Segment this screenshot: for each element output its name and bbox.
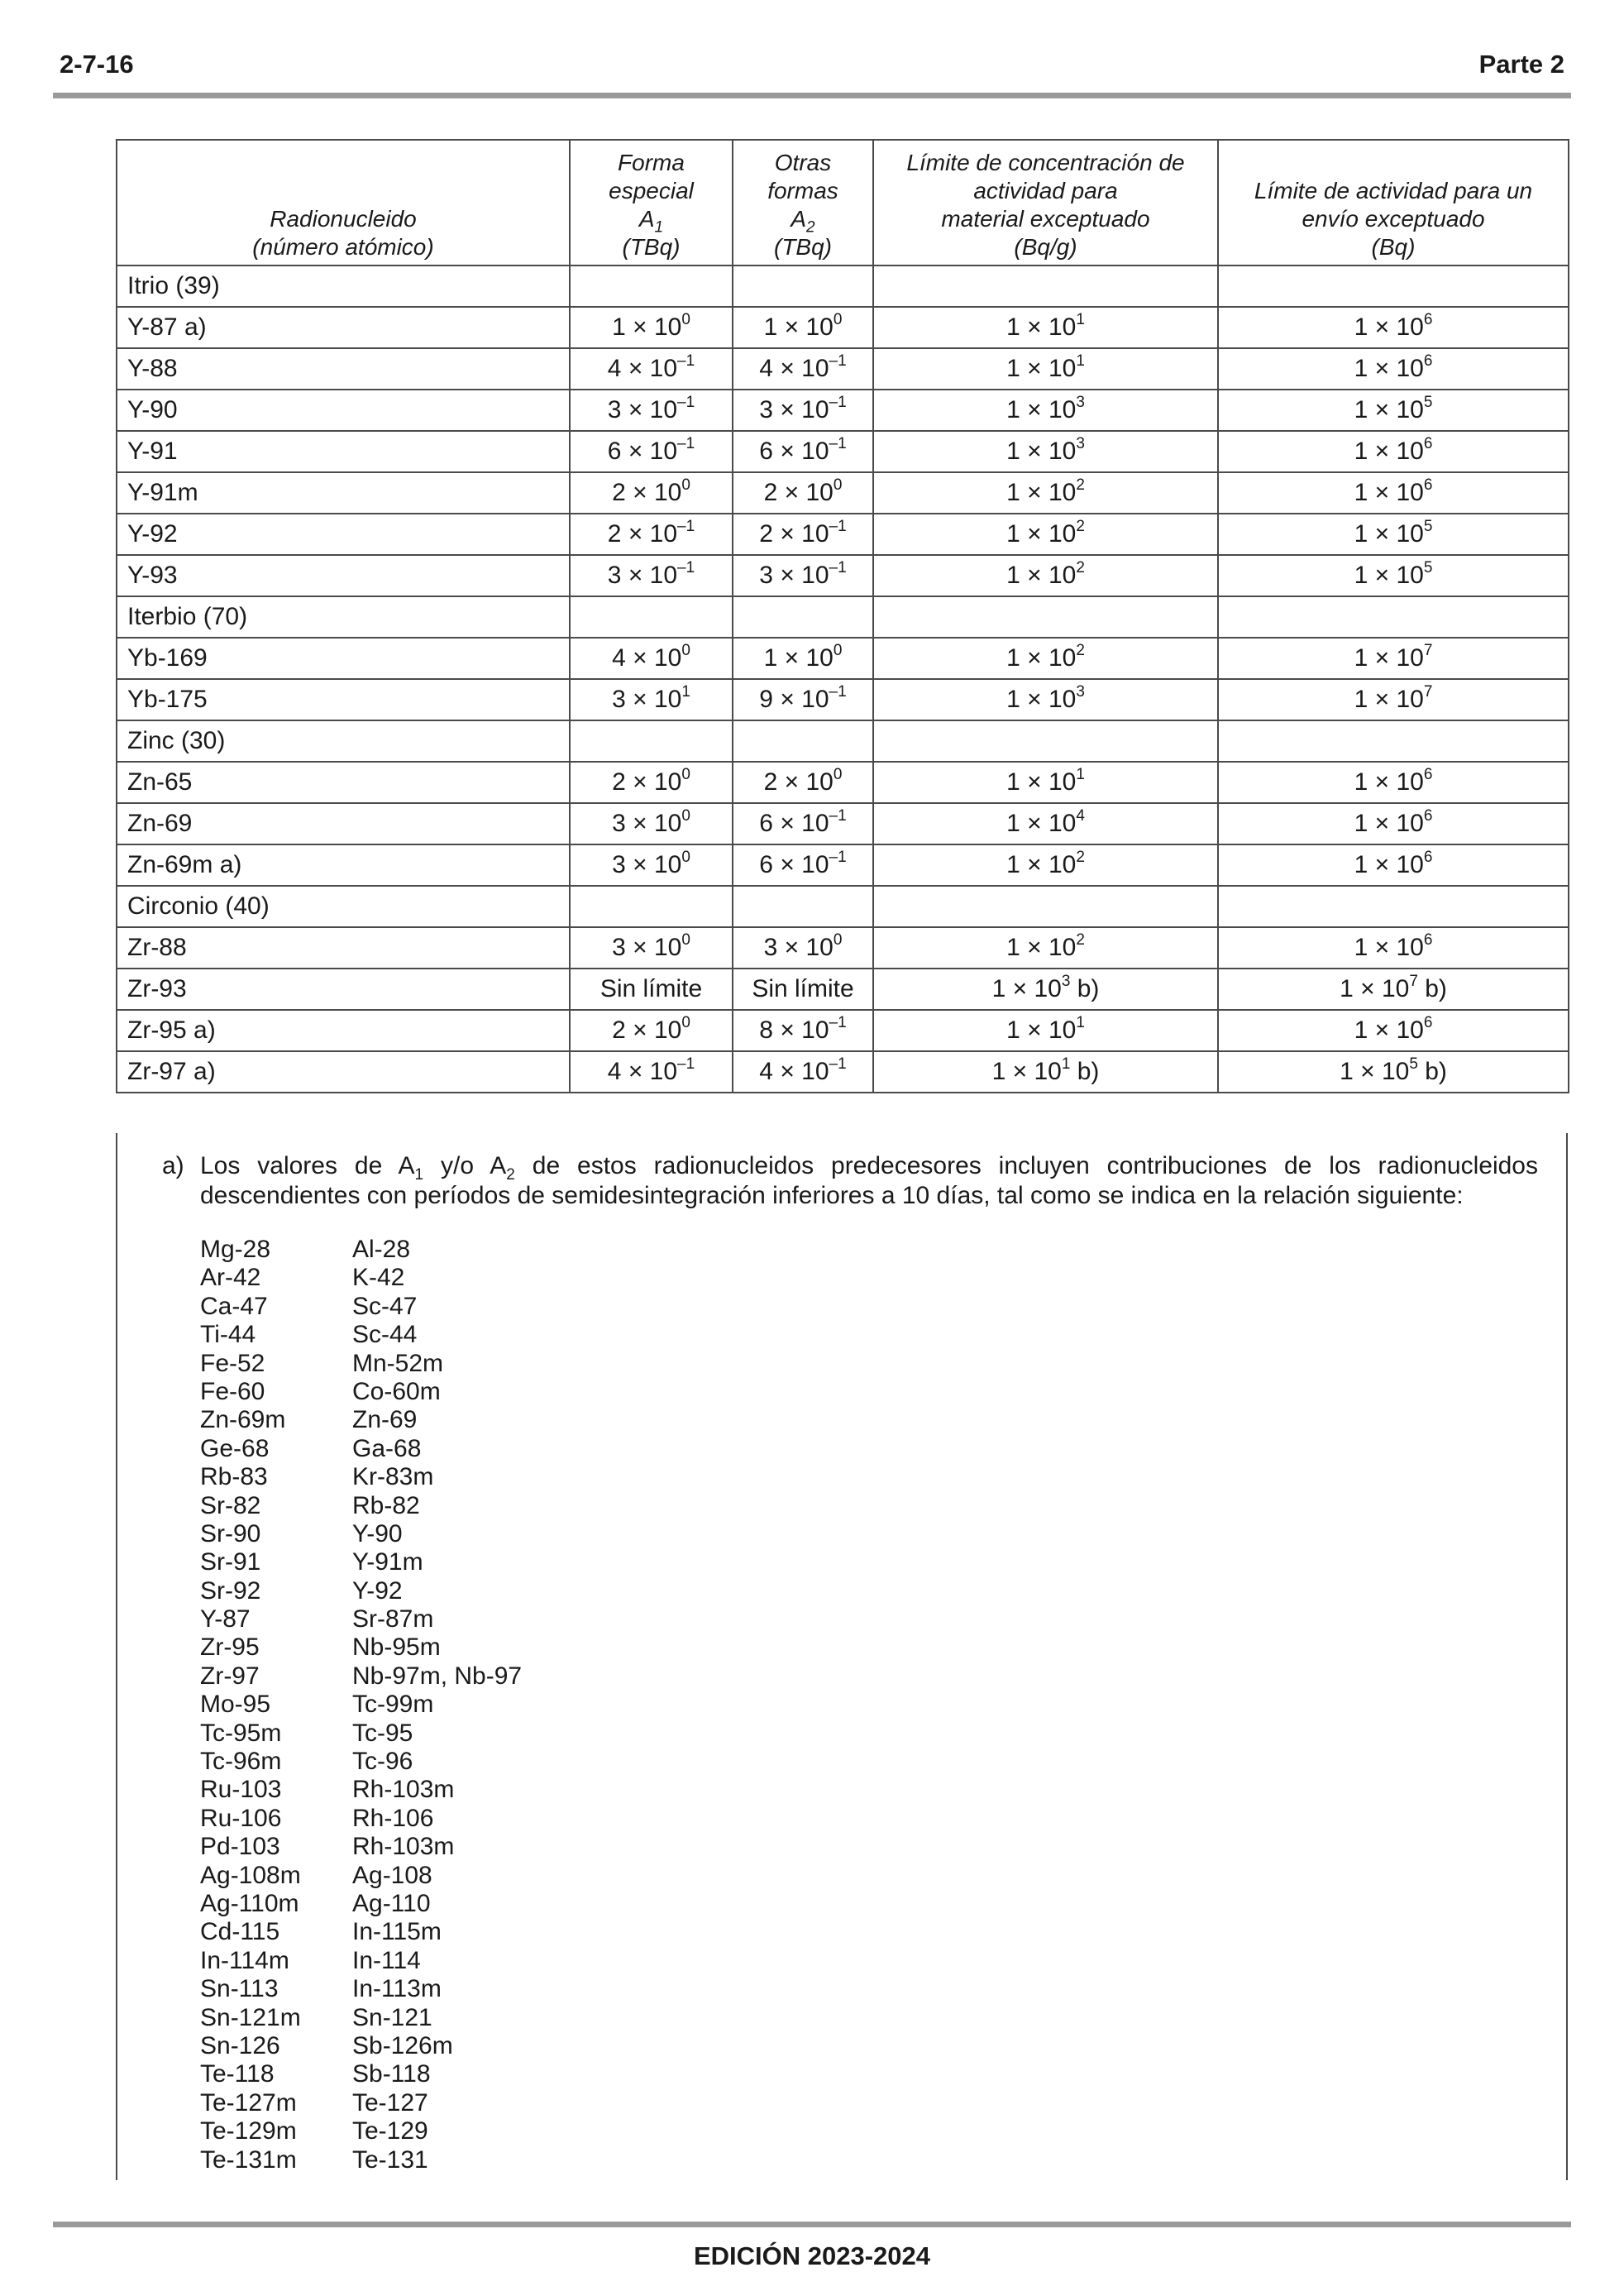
activity-limit-value: $1 \times 10^5$ (1218, 555, 1569, 596)
concentration-limit-value: $1 \times 10^2$ (873, 927, 1218, 969)
daughter-nuclide: Tc-99m (352, 1691, 434, 1719)
concentration-limit-value: $1 \times 10^2$ (873, 844, 1218, 886)
a1-value: $3 \times 10^{-1}$ (570, 390, 733, 431)
a2-value: Sin límite (733, 969, 873, 1010)
parent-daughter-list (200, 1236, 522, 2174)
activity-limit-value: $1 \times 10^6$ (1218, 348, 1569, 390)
list-item (200, 2146, 522, 2174)
edition-footer: EDICIÓN 2023-2024 (693, 2241, 931, 2270)
activity-limit-value: $1 \times 10^6$ (1218, 307, 1569, 348)
a2-value: $1 \times 10^0$ (733, 307, 873, 348)
a2-value: $6 \times 10^{-1}$ (733, 431, 873, 472)
list-item (200, 1406, 522, 1434)
header-rule (53, 93, 1571, 98)
list-item (200, 1776, 522, 1804)
activity-limit-value (1218, 596, 1569, 638)
a2-value: $3 \times 10^{-1}$ (733, 555, 873, 596)
daughter-nuclide: In-115m (352, 1918, 442, 1946)
nuclide-name: Y-90 (117, 390, 570, 431)
a2-value: $4 \times 10^{-1}$ (733, 1051, 873, 1093)
a1-value: $3 \times 10^0$ (570, 927, 733, 969)
a1-value (570, 886, 733, 927)
list-item (200, 1634, 522, 1662)
parent-nuclide: Fe-60 (200, 1377, 265, 1405)
list-item (200, 2117, 522, 2145)
a2-value (733, 720, 873, 762)
concentration-limit-value: $1 \times 10^1$ b) (873, 1051, 1218, 1093)
daughter-nuclide: In-113m (352, 1975, 442, 2003)
nuclide-name: Yb-169 (117, 638, 570, 679)
list-item (200, 1805, 522, 1833)
list-item (200, 1918, 522, 1946)
col-header-concentration-limit: Límite de concentración de actividad para material exceptuado (Bq/g) (873, 140, 1218, 265)
col-header-activity-limit: Límite de actividad para un envío exceptuado (Bq) (1218, 140, 1569, 265)
a2-value (733, 596, 873, 638)
activity-limit-value: $1 \times 10^5$ (1218, 514, 1569, 555)
activity-limit-value: $1 \times 10^6$ (1218, 472, 1569, 514)
list-item (200, 1350, 522, 1378)
list-item (200, 1492, 522, 1520)
parent-nuclide: Mg-28 (200, 1236, 271, 1263)
parent-nuclide: Te-118 (200, 2060, 275, 2088)
activity-limit-value (1218, 720, 1569, 762)
element-group-row (117, 720, 1569, 762)
parent-nuclide: Ca-47 (200, 1292, 268, 1320)
a2-value: $2 \times 10^0$ (733, 472, 873, 514)
parent-nuclide: Tc-95m (200, 1719, 282, 1747)
concentration-limit-value: $1 \times 10^3$ (873, 679, 1218, 720)
daughter-nuclide: Y-92 (352, 1576, 403, 1605)
table-row (117, 762, 1569, 803)
list-item (200, 2032, 522, 2060)
a1-value: $6 \times 10^{-1}$ (570, 431, 733, 472)
list-item (200, 1548, 522, 1576)
parent-nuclide: Sn-113 (200, 1975, 279, 2003)
table-row (117, 1051, 1569, 1093)
table-row (117, 472, 1569, 514)
list-item (200, 2089, 522, 2117)
parent-nuclide: Sr-91 (200, 1548, 261, 1576)
daughter-nuclide: Te-127 (352, 2088, 428, 2117)
nuclide-name: Y-93 (117, 555, 570, 596)
parent-nuclide: Ag-108m (200, 1861, 301, 1889)
element-group-row (117, 265, 1569, 307)
a1-value (570, 596, 733, 638)
nuclide-name: Y-92 (117, 514, 570, 555)
a2-value: $6 \times 10^{-1}$ (733, 803, 873, 844)
activity-limit-value (1218, 886, 1569, 927)
concentration-limit-value: $1 \times 10^2$ (873, 472, 1218, 514)
parent-nuclide: Fe-52 (200, 1349, 265, 1377)
activity-limit-value: $1 \times 10^6$ (1218, 927, 1569, 969)
parent-nuclide: Te-127m (200, 2088, 297, 2117)
nuclide-name: Zr-95 a) (117, 1010, 570, 1051)
element-name: Itrio (39) (117, 265, 570, 307)
daughter-nuclide: Rh-106 (352, 1804, 434, 1832)
daughter-nuclide: Rh-103m (352, 1833, 455, 1861)
daughter-nuclide: Sc-47 (352, 1292, 418, 1320)
a2-value: $2 \times 10^{-1}$ (733, 514, 873, 555)
list-item (200, 1321, 522, 1349)
daughter-nuclide: Sc-44 (352, 1321, 418, 1349)
concentration-limit-value (873, 886, 1218, 927)
element-name: Iterbio (70) (117, 596, 570, 638)
activity-limit-value: $1 \times 10^7$ (1218, 638, 1569, 679)
element-name: Circonio (40) (117, 886, 570, 927)
a1-value: $2 \times 10^0$ (570, 472, 733, 514)
parent-nuclide: Tc-96m (200, 1748, 282, 1776)
table-row (117, 679, 1569, 720)
a1-value: $4 \times 10^0$ (570, 638, 733, 679)
daughter-nuclide: Nb-97m, Nb-97 (352, 1662, 523, 1690)
parent-nuclide: Sr-90 (200, 1519, 261, 1547)
list-item (200, 1691, 522, 1719)
parent-nuclide: Ru-103 (200, 1776, 282, 1804)
daughter-nuclide: Kr-83m (352, 1463, 434, 1491)
parent-nuclide: Pd-103 (200, 1833, 280, 1861)
parent-nuclide: Sn-121m (200, 2003, 301, 2031)
table-row (117, 555, 1569, 596)
concentration-limit-value: $1 \times 10^4$ (873, 803, 1218, 844)
list-item (200, 1748, 522, 1776)
element-group-row (117, 886, 1569, 927)
a1-value: $2 \times 10^0$ (570, 762, 733, 803)
list-item (200, 1577, 522, 1605)
parent-nuclide: Zn-69m (200, 1406, 286, 1434)
a2-value (733, 886, 873, 927)
daughter-nuclide: Tc-95 (352, 1719, 413, 1747)
daughter-nuclide: Rh-103m (352, 1776, 455, 1804)
nuclide-name: Zr-88 (117, 927, 570, 969)
a1-value: $1 \times 10^0$ (570, 307, 733, 348)
list-item (200, 1947, 522, 1975)
parent-nuclide: Ge-68 (200, 1434, 270, 1462)
daughter-nuclide: Rb-82 (352, 1491, 420, 1519)
concentration-limit-value: $1 \times 10^2$ (873, 638, 1218, 679)
daughter-nuclide: Tc-96 (352, 1748, 413, 1776)
table-row (117, 514, 1569, 555)
list-item (200, 1662, 522, 1691)
parent-nuclide: Zr-97 (200, 1662, 260, 1690)
daughter-nuclide: Mn-52m (352, 1349, 444, 1377)
daughter-nuclide: Y-90 (352, 1519, 403, 1547)
a2-value: $4 \times 10^{-1}$ (733, 348, 873, 390)
a2-value: $3 \times 10^{-1}$ (733, 390, 873, 431)
a2-value: $8 \times 10^{-1}$ (733, 1010, 873, 1051)
a1-value: Sin límite (570, 969, 733, 1010)
parent-nuclide: Sn-126 (200, 2031, 280, 2059)
a1-value: $3 \times 10^0$ (570, 803, 733, 844)
daughter-nuclide: Zn-69 (352, 1406, 418, 1434)
a2-value: $1 \times 10^0$ (733, 638, 873, 679)
a1-value (570, 720, 733, 762)
daughter-nuclide: Sr-87m (352, 1605, 434, 1634)
concentration-limit-value: $1 \times 10^1$ (873, 348, 1218, 390)
col-header-a2: Otras formas $A_2$ (TBq) (733, 140, 873, 265)
parent-nuclide: Ar-42 (200, 1264, 261, 1292)
nuclide-name: Y-91m (117, 472, 570, 514)
daughter-nuclide: Te-131 (352, 2145, 428, 2174)
parent-nuclide: Ag-110m (200, 1889, 299, 1917)
nuclide-name: Zn-69m a) (117, 844, 570, 886)
nuclide-name: Zn-69 (117, 803, 570, 844)
col-header-a1: Forma especial $A_1$ (TBq) (570, 140, 733, 265)
list-item (200, 1463, 522, 1491)
parent-nuclide: Ru-106 (200, 1804, 282, 1832)
list-item (200, 1605, 522, 1634)
table-row (117, 638, 1569, 679)
list-item (200, 1890, 522, 1918)
a2-value (733, 265, 873, 307)
daughter-nuclide: Al-28 (352, 1236, 411, 1263)
a1-value: $2 \times 10^{-1}$ (570, 514, 733, 555)
activity-limit-value: $1 \times 10^5$ b) (1218, 1051, 1569, 1093)
concentration-limit-value: $1 \times 10^3$ (873, 390, 1218, 431)
a1-value: $3 \times 10^1$ (570, 679, 733, 720)
part-label: Parte 2 (1478, 50, 1564, 79)
daughter-nuclide: Nb-95m (352, 1634, 441, 1662)
nuclide-name: Zr-93 (117, 969, 570, 1010)
list-item (200, 1520, 522, 1548)
concentration-limit-value: $1 \times 10^1$ (873, 307, 1218, 348)
concentration-limit-value: $1 \times 10^1$ (873, 762, 1218, 803)
daughter-nuclide: Co-60m (352, 1377, 441, 1405)
parent-nuclide: Sr-92 (200, 1576, 261, 1605)
parent-nuclide: Mo-95 (200, 1691, 271, 1719)
daughter-nuclide: Te-129 (352, 2117, 428, 2145)
element-group-row (117, 596, 1569, 638)
daughter-nuclide: Sn-121 (352, 2003, 432, 2031)
list-item (200, 1236, 522, 1264)
table-row (117, 1010, 1569, 1051)
parent-nuclide: Sr-82 (200, 1491, 261, 1519)
table-header-row (117, 140, 1569, 265)
concentration-limit-value (873, 720, 1218, 762)
a1-value: $4 \times 10^{-1}$ (570, 1051, 733, 1093)
a2-value: $6 \times 10^{-1}$ (733, 844, 873, 886)
footnote-a (162, 1151, 1538, 1211)
activity-limit-value: $1 \times 10^5$ (1218, 390, 1569, 431)
nuclide-name: Y-91 (117, 431, 570, 472)
footnote-text: Los valores de $A_1$ y/o $A_2$ de estos radionucleidos predecesores incluyen contribuciones de los radionucleidos descendientes con períodos de semidesintegración inferiores a 10 días, tal como se indica en la relación siguiente: (200, 1152, 1538, 1209)
table-row (117, 348, 1569, 390)
activity-limit-value: $1 \times 10^6$ (1218, 844, 1569, 886)
activity-limit-value: $1 \times 10^7$ (1218, 679, 1569, 720)
a1-value (570, 265, 733, 307)
table-row (117, 844, 1569, 886)
parent-nuclide: Zr-95 (200, 1634, 260, 1662)
list-item (200, 1975, 522, 2003)
activity-limit-value: $1 \times 10^6$ (1218, 762, 1569, 803)
concentration-limit-value: $1 \times 10^3$ b) (873, 969, 1218, 1010)
table-row (117, 969, 1569, 1010)
daughter-nuclide: Sb-126m (352, 2031, 453, 2059)
nuclide-name: Y-87 a) (117, 307, 570, 348)
list-item (200, 1435, 522, 1463)
activity-limit-value (1218, 265, 1569, 307)
list-item (200, 2004, 522, 2032)
daughter-nuclide: Ag-108 (352, 1861, 432, 1889)
a2-value: $2 \times 10^0$ (733, 762, 873, 803)
activity-limit-value: $1 \times 10^6$ (1218, 803, 1569, 844)
daughter-nuclide: Ag-110 (352, 1889, 431, 1917)
parent-nuclide: Rb-83 (200, 1463, 268, 1491)
activity-limit-value: $1 \times 10^6$ (1218, 1010, 1569, 1051)
nuclide-name: Y-88 (117, 348, 570, 390)
table-footnotes (116, 1133, 1568, 2180)
list-item (200, 1862, 522, 1890)
list-item (200, 1720, 522, 1748)
footnote-marker: a) (162, 1152, 184, 1179)
footer-rule (53, 2222, 1571, 2227)
col-header-radionuclide: Radionucleido (número atómico) (117, 140, 570, 265)
daughter-nuclide: K-42 (352, 1264, 405, 1292)
parent-nuclide: Ti-44 (200, 1321, 256, 1349)
daughter-nuclide: Sb-118 (352, 2060, 431, 2088)
list-item (200, 2060, 522, 2088)
nuclide-name: Zr-97 a) (117, 1051, 570, 1093)
a1-value: $4 \times 10^{-1}$ (570, 348, 733, 390)
a1-value: $2 \times 10^0$ (570, 1010, 733, 1051)
a1-value: $3 \times 10^0$ (570, 844, 733, 886)
list-item (200, 1264, 522, 1292)
parent-nuclide: In-114m (200, 1946, 289, 1974)
daughter-nuclide: Ga-68 (352, 1434, 422, 1462)
activity-limit-value: $1 \times 10^7$ b) (1218, 969, 1569, 1010)
table-row (117, 390, 1569, 431)
nuclide-name: Yb-175 (117, 679, 570, 720)
a1-value: $3 \times 10^{-1}$ (570, 555, 733, 596)
table-row (117, 307, 1569, 348)
nuclide-name: Zn-65 (117, 762, 570, 803)
a2-value: $9 \times 10^{-1}$ (733, 679, 873, 720)
table-row (117, 431, 1569, 472)
parent-nuclide: Te-129m (200, 2117, 297, 2145)
page-number: 2-7-16 (60, 50, 134, 79)
table-row (117, 927, 1569, 969)
activity-limit-value: $1 \times 10^6$ (1218, 431, 1569, 472)
parent-nuclide: Y-87 (200, 1605, 251, 1634)
list-item (200, 1833, 522, 1861)
concentration-limit-value: $1 \times 10^2$ (873, 514, 1218, 555)
concentration-limit-value (873, 596, 1218, 638)
a2-value: $3 \times 10^0$ (733, 927, 873, 969)
concentration-limit-value: $1 \times 10^1$ (873, 1010, 1218, 1051)
daughter-nuclide: In-114 (352, 1946, 421, 1974)
radionuclide-table (116, 139, 1569, 1093)
concentration-limit-value: $1 \times 10^2$ (873, 555, 1218, 596)
concentration-limit-value: $1 \times 10^3$ (873, 431, 1218, 472)
table-row (117, 803, 1569, 844)
parent-nuclide: Te-131m (200, 2145, 297, 2174)
parent-nuclide: Cd-115 (200, 1918, 280, 1946)
element-name: Zinc (30) (117, 720, 570, 762)
daughter-nuclide: Y-91m (352, 1548, 423, 1576)
list-item (200, 1293, 522, 1321)
list-item (200, 1378, 522, 1406)
concentration-limit-value (873, 265, 1218, 307)
